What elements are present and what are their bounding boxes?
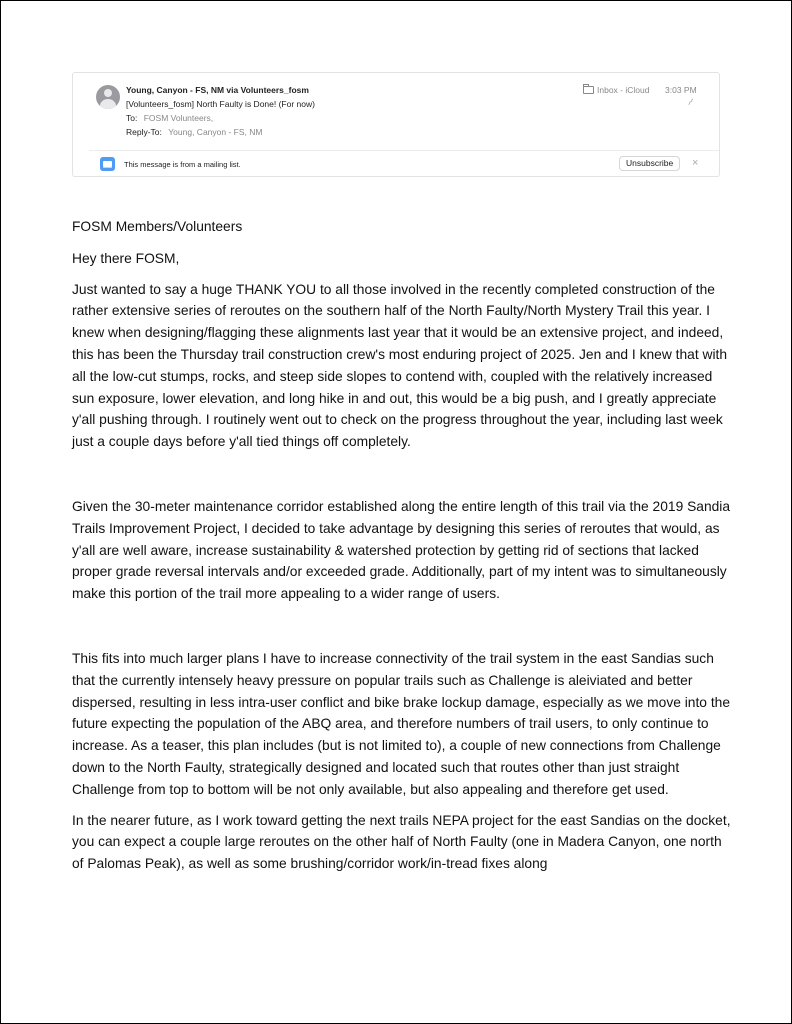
email-header-card xyxy=(72,72,720,177)
header-divider xyxy=(89,150,719,151)
avatar[interactable] xyxy=(96,85,120,109)
sender-name[interactable]: Young, Canyon - FS, NM via Volunteers_fosm xyxy=(126,85,309,95)
paragraph-3: This fits into much larger plans I have to increase connectivity of the trail system in the east Sandias such that the currently intensely heavy pressure on popular trails such as Challenge is aleiviated and better dispersed, resulting in less intra-user conflict and bike brake lockup damage, especially as we move into the future expecting the population of the ABQ area, and therefore numbers of trail users, to only continue to increase. As a teaser, this plan includes (but is not limited to), a couple of new connections from Challenge down to the North Faulty, strategically designed and located such that routes other than just straight Challenge from top to bottom will be not only available, but also appealing and therefore get used. xyxy=(72,650,730,797)
to-recipient[interactable]: FOSM Volunteers, xyxy=(143,113,214,123)
email-subject: [Volunteers_fosm] North Faulty is Done! (For now) xyxy=(126,99,315,109)
paperclip-icon: ⌇ xyxy=(685,96,696,108)
received-time: 3:03 PM xyxy=(665,85,697,95)
mail-icon xyxy=(100,157,115,171)
paragraph-2: Given the 30-meter maintenance corridor established along the entire length of this trail via the 2019 Sandia Trails Improvement Project, I decided to take advantage by designing this series of reroutes that would, as y'all are well aware, increase sustainability & watershed protection by getting rid of sections that lacked proper grade reversal intervals and/or exceeded grade. Additionally, part of my intent was to simultaneously make this portion of the trail more appealing to a wider range of users. xyxy=(72,498,731,602)
folder-label: Inbox - iCloud xyxy=(597,85,650,95)
close-icon[interactable]: × xyxy=(692,157,699,169)
mailbox-folder[interactable] xyxy=(583,85,649,95)
paragraph-1: Just wanted to say a huge THANK YOU to all those involved in the recently completed construction of the rather extensive series of reroutes on the southern half of the North Faulty/North Mystery Trail this year. I knew when designing/flagging these alignments last year that it would be an extensive project, and indeed, this has been the Thursday trail construction crew's most enduring project of 2025. Jen and I knew that with all the low-cut stumps, rocks, and steep side slopes to contend with, coupled with the relatively increased sun exposure, lower elevation, and long hike in and out, this would be a big push, and I greatly appreciate y'all pushing through. I routinely went out to check on the progress throughout the year, including last week just a couple days before y'all tied things off completely. xyxy=(72,281,728,450)
email-body xyxy=(72,216,732,875)
reply-to-address[interactable]: Young, Canyon - FS, NM xyxy=(168,127,263,137)
unsubscribe-button[interactable]: Unsubscribe xyxy=(619,156,680,171)
avatar-head-shape xyxy=(104,89,112,97)
folder-icon xyxy=(583,86,594,94)
salutation-line-2: Hey there FOSM, xyxy=(72,250,180,266)
salutation-line-1: FOSM Members/Volunteers xyxy=(72,219,243,234)
to-line xyxy=(126,113,213,123)
paragraph-4: In the nearer future, as I work toward getting the next trails NEPA project for the east Sandias on the docket, you can expect a couple large reroutes on the other half of North Faulty (one in Madera Canyon, one north of Palomas Peak), as well as some brushing/corridor work/in-tread fixes along xyxy=(72,812,731,872)
reply-to-label: Reply-To: xyxy=(126,127,162,137)
avatar-body-shape xyxy=(100,99,116,109)
reply-to-line xyxy=(126,127,262,137)
mailing-list-notice: This message is from a mailing list. xyxy=(124,160,241,169)
to-label: To: xyxy=(126,113,138,123)
